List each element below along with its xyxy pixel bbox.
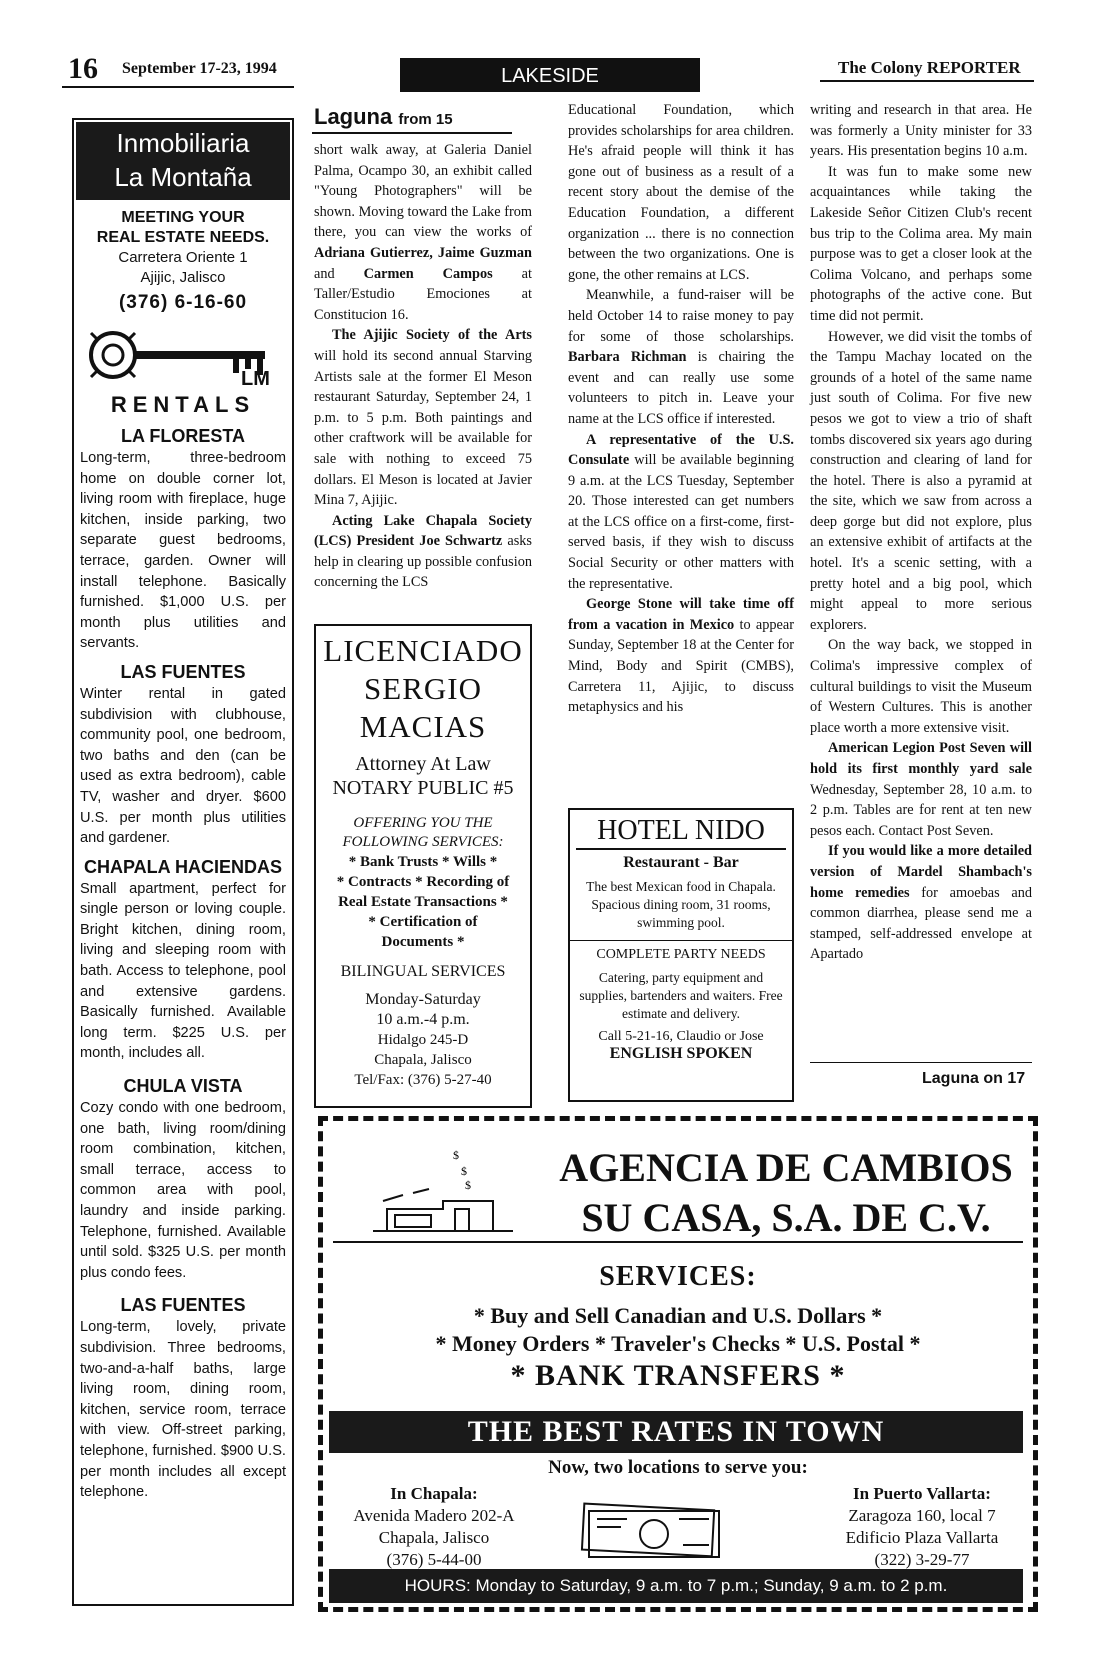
article-paragraph [314, 325, 532, 510]
banknote-icon [579, 1501, 729, 1561]
lawyer-title-line: Attorney At Law [355, 753, 491, 775]
text-run: will hold its second annual Starving Artists sale at the former El Meson restaurant Saturday, September 24, 1 p.m. to 5 p.m. Both paintings and other craftwork will be available for sale with nothing to exceed 75 dollars. El Meson is located at Javier Mina 7, Ajijic. [314, 347, 532, 509]
text-run: for amoebas and common diarrhea, please send me a stamped, self-addressed envelope at Apartado [810, 884, 1032, 963]
listing-item [74, 424, 292, 654]
address-line: Hidalgo 245-D [377, 1032, 469, 1048]
listing-title: LA FLORESTA [121, 426, 245, 446]
lawyer-ad [314, 624, 532, 1108]
service-line: * Money Orders * Traveler's Checks * U.S. Postal * [435, 1331, 921, 1356]
exchange-name-line: AGENCIA DE CAMBIOS [559, 1145, 1013, 1190]
listing-text: Winter rental in gated subdivision with clubhouse, community pool, one bedroom, two baths and den (can be used as extra bedroom), cable TV, washer and dryer. $600 U.S. per month plus utilities and gardener. [80, 685, 286, 847]
article-paragraph: It was fun to make some new acquaintances while taking the Lakeside Señor Citizen Club's recent bus trip to the Colima area. My main purpose was to get a closer look at the Colima Volcano, and perhaps some photographs of the active cone. But time did not permit. [810, 163, 1032, 324]
service-line: Documents * [381, 934, 465, 950]
services-heading: SERVICES: [599, 1261, 757, 1292]
key-icon [83, 323, 283, 387]
text-run: is chairing the event and can really use some volunteers to pitch in. Leave your name at the LCS office if interested. [568, 349, 794, 427]
article-paragraph [314, 140, 532, 325]
article-paragraph [568, 285, 794, 429]
text-run: to appear Sunday, September 18 at the Center for Mind, Body and Spirit (CMBS), Carretera 11, Ajijic, to discuss metaphysics and his [568, 616, 794, 716]
realty-tagline-line-2: REAL ESTATE NEEDS. [96, 229, 270, 246]
rentals-heading: RENTALS [110, 392, 256, 417]
logo-lm-text: LM [241, 368, 270, 387]
offering-line: OFFERING YOU THE [353, 815, 493, 831]
exchange-name-line: SU CASA, S.A. DE C.V. [581, 1195, 991, 1240]
text-run: and [314, 265, 364, 282]
svg-text:$: $ [461, 1164, 467, 1178]
realty-address-line-2: Ajijic, Jalisco [140, 269, 226, 286]
realty-tagline [74, 208, 292, 248]
realty-address [74, 248, 292, 288]
exchange-name [551, 1143, 1021, 1243]
article-paragraph [568, 430, 794, 595]
lawyer-name-line: LICENCIADO [323, 633, 523, 668]
house-money-icon [343, 1143, 533, 1233]
location-line: (376) 5-44-00 [386, 1550, 482, 1569]
hours-line: 10 a.m.-4 p.m. [376, 1011, 470, 1028]
kicker-from: from 15 [398, 111, 453, 128]
kicker-title: Laguna [314, 104, 393, 129]
page-number: 16 [68, 52, 98, 85]
listing-text: Long-term, lovely, private subdivision. Three bedrooms, two-and-a-half baths, large living room, dining room, kitchen, service room, terrace with view. Off-street parking, telephone, furnished. $900 U.S. per month includes all except telephone. [80, 1319, 286, 1501]
realty-tagline-line-1: MEETING YOUR [121, 209, 245, 226]
text-run: short walk away, at Galeria Daniel Palma, Ocampo 30, an exhibit called "Young Photographers" will be shown. Moving toward the Lake from there, you can view the works of [314, 142, 532, 241]
article-column-3 [810, 100, 1032, 965]
lawyer-hours [316, 990, 530, 1030]
hotel-call: Call 5-21-16, Claudio or Jose [598, 1029, 764, 1044]
lawyer-services [316, 852, 530, 952]
listing-item [74, 660, 292, 849]
text-run: will be available beginning 9 a.m. at the LCS Tuesday, September 20. Those interested can get numbers at the LCS office on a first-come, first-served basis, if they wish to discuss Social Security or other matters with the representative. [568, 452, 794, 592]
location-line: Avenida Madero 202-A [353, 1506, 515, 1525]
location-title: In Puerto Vallarta: [853, 1484, 991, 1503]
service-line: * Contracts * Recording of [336, 874, 510, 890]
article-paragraph: On the way back, we stopped in Colima's impressive complex of cultural buildings to visit the Museum of Western Cultures. This is another place worth a more extensive visit. [810, 637, 1032, 736]
hotel-subtitle: Restaurant - Bar [623, 854, 739, 871]
article-kicker [314, 104, 453, 130]
listing-item [74, 855, 292, 1064]
listing-title: CHULA VISTA [123, 1076, 243, 1097]
address-line: Chapala, Jalisco [374, 1052, 472, 1068]
publication-name: The Colony REPORTER [838, 58, 1021, 77]
key-logo [74, 320, 292, 390]
article-paragraph: Educational Foundation, which provides scholarships for area children. He's afraid people will think it has gone out of business as a result of a recent story about the demise of the Education Foundation, a different organization ... there is no connection between the two organizations. One is gone, the other remains at LCS. [568, 102, 794, 283]
bold-run: The Ajijic Society of the Arts [332, 327, 532, 344]
listing-text: Small apartment, perfect for single person or loving couple. Bright kitchen, dining room, living and sleeping room with bath. Access to telephone, pool and extensive gardens. Basically furnished. Available long term. $225 U.S. per month, includes all. [80, 880, 286, 1062]
location-line: Zaragoza 160, local 7 [848, 1506, 996, 1525]
jump-line: Laguna on 17 [922, 1070, 1026, 1087]
service-line: * Certification of [368, 914, 478, 930]
issue-date: September 17-23, 1994 [122, 60, 277, 77]
article-paragraph: writing and research in that area. He was formerly a Unity minister for 33 years. His presentation begins 10 a.m. [810, 102, 1032, 160]
bold-run: Acting Lake Chapala Society (LCS) President Joe Schwartz [314, 512, 532, 550]
listing-item [74, 1293, 292, 1502]
article-paragraph [568, 594, 794, 718]
hotel-ad [568, 808, 794, 1102]
service-line: * BANK TRANSFERS * [510, 1359, 846, 1392]
location-title: In Chapala: [390, 1484, 478, 1503]
article-paragraph [810, 738, 1032, 841]
article-column-1 [314, 140, 532, 593]
bold-run: George Stone will take time off from a vacation in Mexico [568, 596, 794, 633]
section-banner: LAKESIDE [400, 58, 700, 92]
location-chapala [329, 1483, 539, 1571]
location-line: Chapala, Jalisco [378, 1528, 490, 1547]
bold-run: If you would like a more detailed version of Mardel Shambach's home remedies [810, 843, 1032, 901]
lawyer-title [316, 752, 530, 800]
realty-phone: (376) 6-16-60 [118, 292, 248, 313]
realty-address-line-1: Carretera Oriente 1 [118, 249, 248, 266]
article-column-2 [568, 100, 794, 718]
header-rule [62, 86, 294, 88]
bold-run: Barbara Richman [568, 349, 687, 366]
article-paragraph [810, 841, 1032, 965]
lawyer-address [316, 1030, 530, 1090]
service-line: * Bank Trusts * Wills * [348, 854, 498, 870]
best-rates-banner: THE BEST RATES IN TOWN [329, 1411, 1023, 1453]
lawyer-telfax: Tel/Fax: (376) 5-27-40 [354, 1072, 492, 1088]
jump-rule [810, 1062, 1032, 1063]
lawyer-title-line: NOTARY PUBLIC #5 [332, 777, 514, 799]
lawyer-name-line: MACIAS [359, 709, 487, 744]
listing-item [74, 1074, 292, 1283]
bold-run: A representative of the U.S. Consulate [568, 431, 794, 469]
hotel-catering: Catering, party equipment and supplies, bartenders and waiters. Free estimate and delivery. [579, 970, 783, 1021]
hotel-name: HOTEL NIDO [576, 814, 786, 850]
text-run: Meanwhile, a fund-raiser will be held October 14 to raise money to pay for some of those scholarships. [568, 287, 794, 345]
exchange-ad [318, 1116, 1038, 1612]
listing-title: CHAPALA HACIENDAS [84, 856, 282, 877]
lawyer-name [316, 632, 530, 746]
realty-company-banner [76, 122, 290, 200]
location-line: Edificio Plaza Vallarta [845, 1528, 999, 1547]
lawyer-offering [316, 814, 530, 852]
bold-run: American Legion Post Seven will hold its first monthly yard [810, 740, 1032, 777]
kicker-rule [312, 132, 512, 134]
publication-rule [820, 80, 1034, 82]
listing-title: LAS FUENTES [120, 1295, 246, 1316]
lawyer-name-line: SERGIO [364, 671, 482, 706]
exchange-hours: HOURS: Monday to Saturday, 9 a.m. to 7 p.m.; Sunday, 9 a.m. to 2 p.m. [329, 1569, 1023, 1603]
bold-run: Carmen Campos [363, 265, 493, 282]
svg-text:$: $ [453, 1148, 459, 1162]
bold-run: sale [1008, 761, 1032, 777]
hours-line: Monday-Saturday [365, 991, 481, 1008]
location-line: (322) 3-29-77 [874, 1550, 970, 1569]
service-line: * Buy and Sell Canadian and U.S. Dollars * [473, 1303, 883, 1328]
listing-text: Long-term, three-bedroom home on double corner lot, living room with fireplace, huge kitchen, inside parking, two separate guest bedrooms, terrace, garden. Owner will install telephone. Basically furnished. $1,000 U.S. per month plus utilities and servants. [80, 450, 286, 652]
listing-title: LAS FUENTES [120, 661, 246, 682]
hotel-party-needs: COMPLETE PARTY NEEDS [570, 940, 792, 963]
exchange-divider [333, 1241, 1023, 1243]
location-vallarta [817, 1483, 1027, 1571]
lawyer-bilingual: BILINGUAL SERVICES [340, 963, 506, 980]
locations-heading: Now, two locations to serve you: [548, 1457, 808, 1478]
realty-ad [72, 118, 294, 1606]
bold-run: Adriana Gutierrez, Jaime Guzman [314, 244, 532, 261]
hotel-english: ENGLISH SPOKEN [609, 1045, 753, 1062]
realty-company-line-1: Inmobiliaria [116, 128, 250, 158]
svg-text:$: $ [465, 1178, 471, 1192]
listing-text: Cozy condo with one bedroom, one bath, living room/dining room combination, kitchen, small terrace, access to common area with pool, laundry and inside parking. Telephone, furnished. Available until sold. $325 U.S. per month plus condo fees. [80, 1100, 286, 1281]
hotel-description: The best Mexican food in Chapala. Spacious dining room, 31 rooms, swimming pool. [586, 879, 776, 930]
text-run: Wednesday, September 28, 10 a.m. to 2 p.m. Tables are for rent at ten new pesos each. Contact Post Seven. [810, 781, 1032, 839]
article-paragraph [314, 511, 532, 593]
article-paragraph: However, we did visit the tombs of the Tampu Machay located on the grounds of a hotel of the same name just south of Colima. For five new pesos we got to view a trio of shaft tombs discovered six years ago during construction and clearing of land for the hotel. There is also a pyramid at the site, which we saw from across a deep gorge but did not explore, plus an extensive exhibit of artifacts at the hotel. It's a scenic setting, with a pretty hotel and a big pool, which might appeal to more serious explorers. [810, 328, 1032, 633]
offering-line: FOLLOWING SERVICES: [342, 834, 504, 850]
text-run: at Taller/Estudio Emociones at Constitucion 16. [314, 265, 532, 323]
service-line: Real Estate Transactions * [338, 894, 508, 910]
realty-company-line-2: La Montaña [114, 162, 252, 192]
text-run: asks help in clearing up possible confusion concerning the LCS [314, 533, 532, 591]
